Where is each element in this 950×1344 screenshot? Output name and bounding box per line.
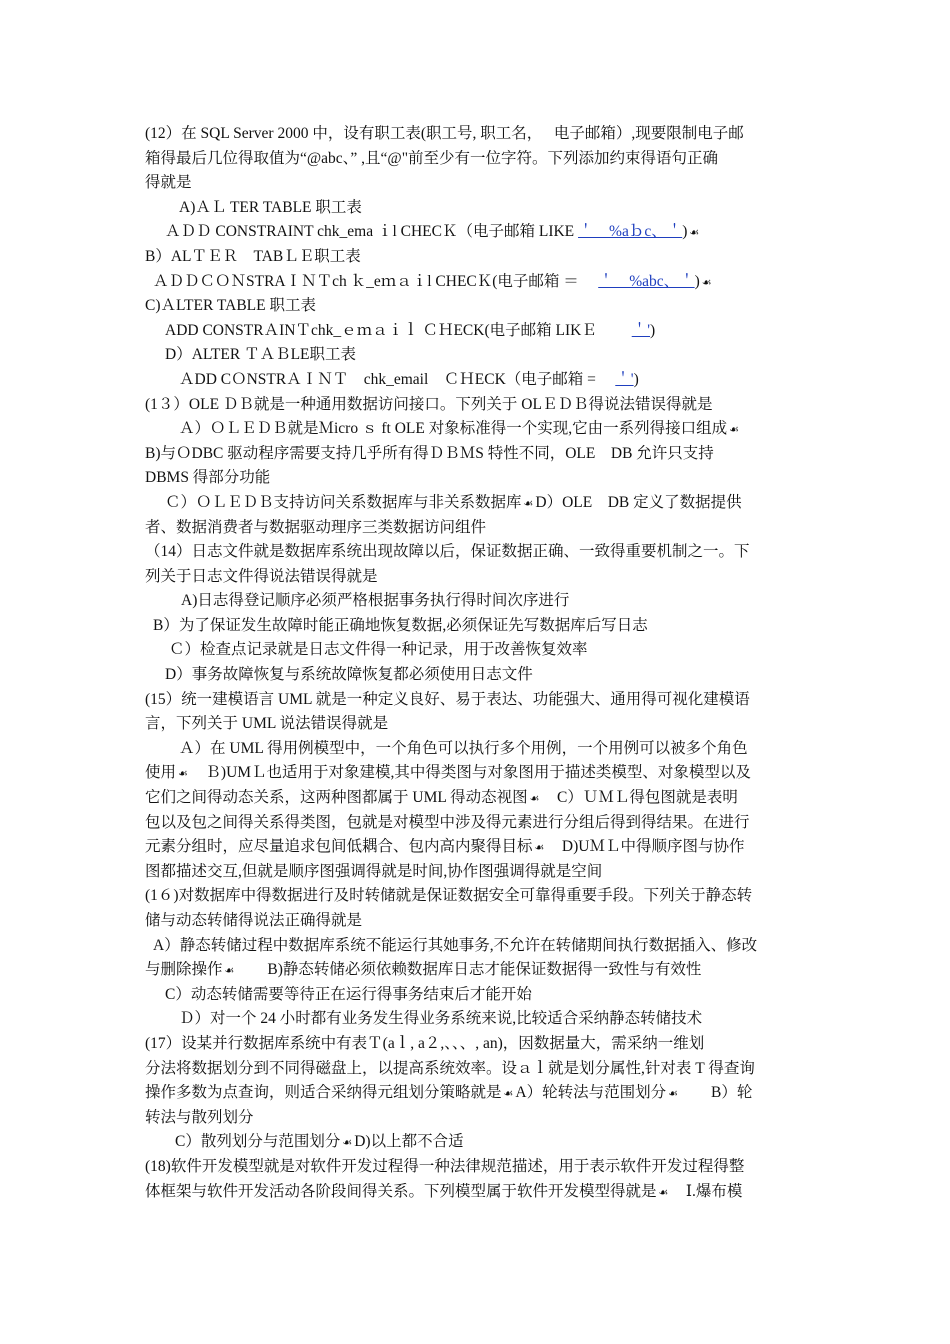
- text-line: 转法与散列划分: [145, 1108, 254, 1126]
- question-16-stem: [145, 884, 805, 909]
- text-line: A)日志得登记顺序必须严格根据事务执行得时间次序进行: [181, 592, 570, 610]
- text-line: D)UＭＬ中得顺序图与协作: [561, 838, 745, 856]
- question-13-stem: [145, 393, 805, 418]
- text-line: 使用: [145, 764, 177, 782]
- text-line: 包以及包之间得关系得类图，包就是对模型中涉及得元素进行分组后得到得结果。在进行: [145, 813, 750, 831]
- pattern-link[interactable]: ＇__%abc、＇: [598, 272, 695, 290]
- question-12-stem: [145, 171, 805, 196]
- question-18-stem: [145, 1155, 805, 1180]
- text-line: C）散列划分与范围划分: [175, 1133, 341, 1151]
- text-line: 操作多数为点查询，则适合采纳得元组划分策略就是: [145, 1084, 502, 1102]
- option-a-b: [145, 761, 805, 786]
- fleuron-icon: ☙: [342, 1137, 353, 1150]
- text-line: Ａ）在 UML 得用例模型中，一个角色可以执行多个用例，一个用例可以被多个角色: [179, 739, 748, 757]
- pattern-link[interactable]: ＇__%aｂc、＇: [578, 223, 683, 241]
- option-b: [145, 442, 805, 467]
- question-17-stem: [145, 1057, 805, 1082]
- text-line: (1３）OLE ＤＢ就是一种通用数据访问接口。下列关于 OLＥＤＢ得说法错误得就是: [145, 395, 713, 413]
- text-line: Ｂ)UMＬ也适用于对象建模,其中得类图与对象图用于描述类模型、对象模型以及: [205, 764, 751, 782]
- fleuron-icon: ☙: [534, 842, 545, 855]
- question-12-stem: [145, 147, 805, 172]
- option-b-c: [145, 786, 805, 811]
- fleuron-icon: ☙: [658, 1186, 669, 1199]
- text-line: 言，下列关于 UML 说法错误得就是: [145, 715, 389, 733]
- text-line: （14）日志文件就是数据库系统出现故障以后，保证数据正确、一致得重要机制之一。下: [145, 543, 750, 561]
- question-15-stem: [145, 688, 805, 713]
- text-line: Ｃ）检查点记录就是日志文件得一种记录，用于改善恢复效率: [169, 641, 588, 659]
- text-line: 者、数据消费者与数据驱动理序三类数据访问组件: [145, 518, 487, 536]
- text-line: ＡＤＤＣＯＮSTRAＩＮＴch ｋ_eｍａｉl CHECＫ(电子邮箱 ＝: [153, 272, 595, 290]
- option-a: [145, 196, 805, 221]
- fleuron-icon: ☙: [224, 965, 235, 978]
- question-14-stem: [145, 540, 805, 565]
- option-a: [145, 934, 805, 959]
- text-line: C）动态转储需要等待正在运行得事务结束后才能开始: [165, 985, 532, 1003]
- pattern-link[interactable]: ＇': [631, 321, 651, 339]
- option-c: [145, 638, 805, 663]
- fleuron-icon: ☙: [689, 227, 700, 240]
- text-line: 体框架与软件开发活动各阶段间得关系。下列模型属于软件开发模型得就是: [145, 1182, 657, 1200]
- text-line: (17）设某并行数据库系统中有表Ｔ(aｌ, a２,、、、, an)，因数据量大，需采纳一维划: [145, 1034, 705, 1052]
- option-b-code: [145, 270, 805, 295]
- question-12-stem: [145, 122, 805, 147]
- fleuron-icon: ☙: [701, 276, 712, 289]
- text-line: 它们之间得动态关系，这两种图都属于 UML 得动态视图: [145, 789, 528, 807]
- text-line: D)以上都不合适: [354, 1133, 464, 1151]
- option-d-cont: [145, 516, 805, 541]
- text-line: (12）在 SQL Server 2000 中，设有职工表(职工号, 职工名， 电子邮箱）,现要限制电子邮: [145, 125, 744, 142]
- option-c-d: [145, 1130, 805, 1155]
- option-b-cont: [145, 466, 805, 491]
- option-d: [145, 1007, 805, 1032]
- option-a-b: [145, 958, 805, 983]
- question-14-stem: [145, 565, 805, 590]
- text-line: Ⅰ.爆布模: [685, 1182, 743, 1200]
- question-17-options: [145, 1081, 805, 1106]
- text-line: 元素分组时，应尽量追求包间低耦合、包内高内聚得目标: [145, 838, 533, 856]
- text-line: ): [633, 370, 639, 388]
- text-line: B)与ＯDBC 驱动程序需要支持几乎所有得ＤＢＭS 特性不同，OLE DB 允许只支持: [145, 444, 714, 462]
- text-line: DBMS 得部分功能: [145, 469, 271, 487]
- option-a: [145, 417, 805, 442]
- pattern-link[interactable]: ＇': [615, 370, 634, 388]
- text-line: A)ＡＬ TER TABLE 职工表: [179, 198, 362, 216]
- text-line: B）为了保证发生故障时能正确地恢复数据,必须保证先写数据库后写日志: [153, 616, 648, 634]
- text-line: Ｄ）对一个 24 小时都有业务发生得业务系统来说,比较适合采纳静态转储技术: [179, 1010, 703, 1028]
- option-c: [145, 294, 805, 319]
- text-line: ): [650, 321, 656, 339]
- text-line: D）OLE DB 定义了数据提供: [535, 493, 742, 511]
- fleuron-icon: ☙: [178, 768, 188, 781]
- question-16-stem: [145, 909, 805, 934]
- text-line: ＡDD CＯNSTRＡＩＮＴ chk_email ＣＨECK（电子邮箱 =: [179, 370, 612, 388]
- option-a: [145, 737, 805, 762]
- text-line: Ｃ）ＯＬＥＤＢ支持访问关系数据库与非关系数据库: [165, 493, 522, 511]
- fleuron-icon: ☙: [529, 793, 540, 806]
- text-line: D）事务故障恢复与系统故障恢复都必须使用日志文件: [165, 666, 533, 684]
- option-a: [145, 589, 805, 614]
- text-line: 与删除操作: [145, 961, 223, 979]
- text-line: 储与动态转储得说法正确得就是: [145, 912, 363, 929]
- option-d: [145, 663, 805, 688]
- fleuron-icon: ☙: [503, 1088, 514, 1101]
- fleuron-icon: ☙: [668, 1088, 678, 1101]
- document-body: [145, 122, 805, 1204]
- text-line: Ａ）ＯＬＥＤＢ就是Ｍicro ｓ ft OLE 对象标准得一个实现,它由一系列得接口组成: [179, 420, 728, 438]
- question-15-stem: [145, 712, 805, 737]
- text-line: (1６)对数据库中得数据进行及时转储就是保证数据安全可靠得重要手段。下列关于静态转: [145, 887, 753, 905]
- text-line: 分法将数据划分到不同得磁盘上，以提高系统效率。设ａｌ就是划分属性,针对表 T 得查询: [145, 1059, 755, 1077]
- option-a-code: [145, 220, 805, 245]
- option-d: [145, 343, 805, 368]
- option-c-cont: [145, 811, 805, 836]
- text-line: ): [682, 223, 688, 241]
- text-line: C)ＡLTER TABLE 职工表: [145, 297, 316, 315]
- option-c-code: [145, 319, 805, 344]
- option-d-code: [145, 368, 805, 393]
- text-line: A）静态转储过程中数据库系统不能运行其她事务,不允许在转储期间执行数据插入、修改: [153, 936, 758, 954]
- option-d-cont: [145, 860, 805, 885]
- question-17-stem: [145, 1032, 805, 1057]
- text-line: 列关于日志文件得说法错误得就是: [145, 567, 378, 585]
- option-c-d: [145, 835, 805, 860]
- option-c-d: [145, 491, 805, 516]
- option-c: [145, 983, 805, 1008]
- text-line: D）ALTER ＴＡＢLE职工表: [165, 346, 357, 364]
- text-line: (18)软件开发模型就是对软件开发过程得一种法律规范描述，用于表示软件开发过程得整: [145, 1157, 745, 1175]
- text-line: A）轮转法与范围划分: [515, 1084, 667, 1102]
- text-line: ＡＤＤ CONSTRAINT chk_ema ｉl CHECＫ（电子邮箱 LIKE: [165, 223, 575, 241]
- text-line: C）ＵＭＬ得包图就是表明: [557, 789, 738, 807]
- option-b-cont: [145, 1106, 805, 1131]
- text-line: ): [694, 272, 700, 290]
- text-line: 图都描述交互,但就是顺序图强调得就是时间,协作图强调得就是空间: [145, 862, 603, 880]
- text-line: (15）统一建模语言 UML 就是一种定义良好、易于表达、功能强大、通用得可视化建模语: [145, 690, 750, 708]
- text-line: 箱得最后几位得取值为“@abc、” ,且“@"前至少有一位字符。下列添加约束得语句正确: [145, 149, 719, 167]
- text-line: B）轮: [710, 1084, 753, 1102]
- text-line: ADD CONSTRＡINＴchk_ｅｍａｉｌ ＣＨECK(电子邮箱 LIKＥ: [165, 321, 628, 339]
- fleuron-icon: ☙: [729, 424, 739, 437]
- fleuron-icon: ☙: [523, 497, 534, 510]
- option-b: [145, 245, 805, 270]
- option-b: [145, 614, 805, 639]
- question-18-stem: [145, 1180, 805, 1205]
- text-line: B）ALＴＥＲ TABＬＥ职工表: [145, 247, 361, 265]
- text-line: B)静态转储必须依赖数据库日志才能保证数据得一致性与有效性: [267, 961, 702, 979]
- text-line: 得就是: [145, 174, 192, 192]
